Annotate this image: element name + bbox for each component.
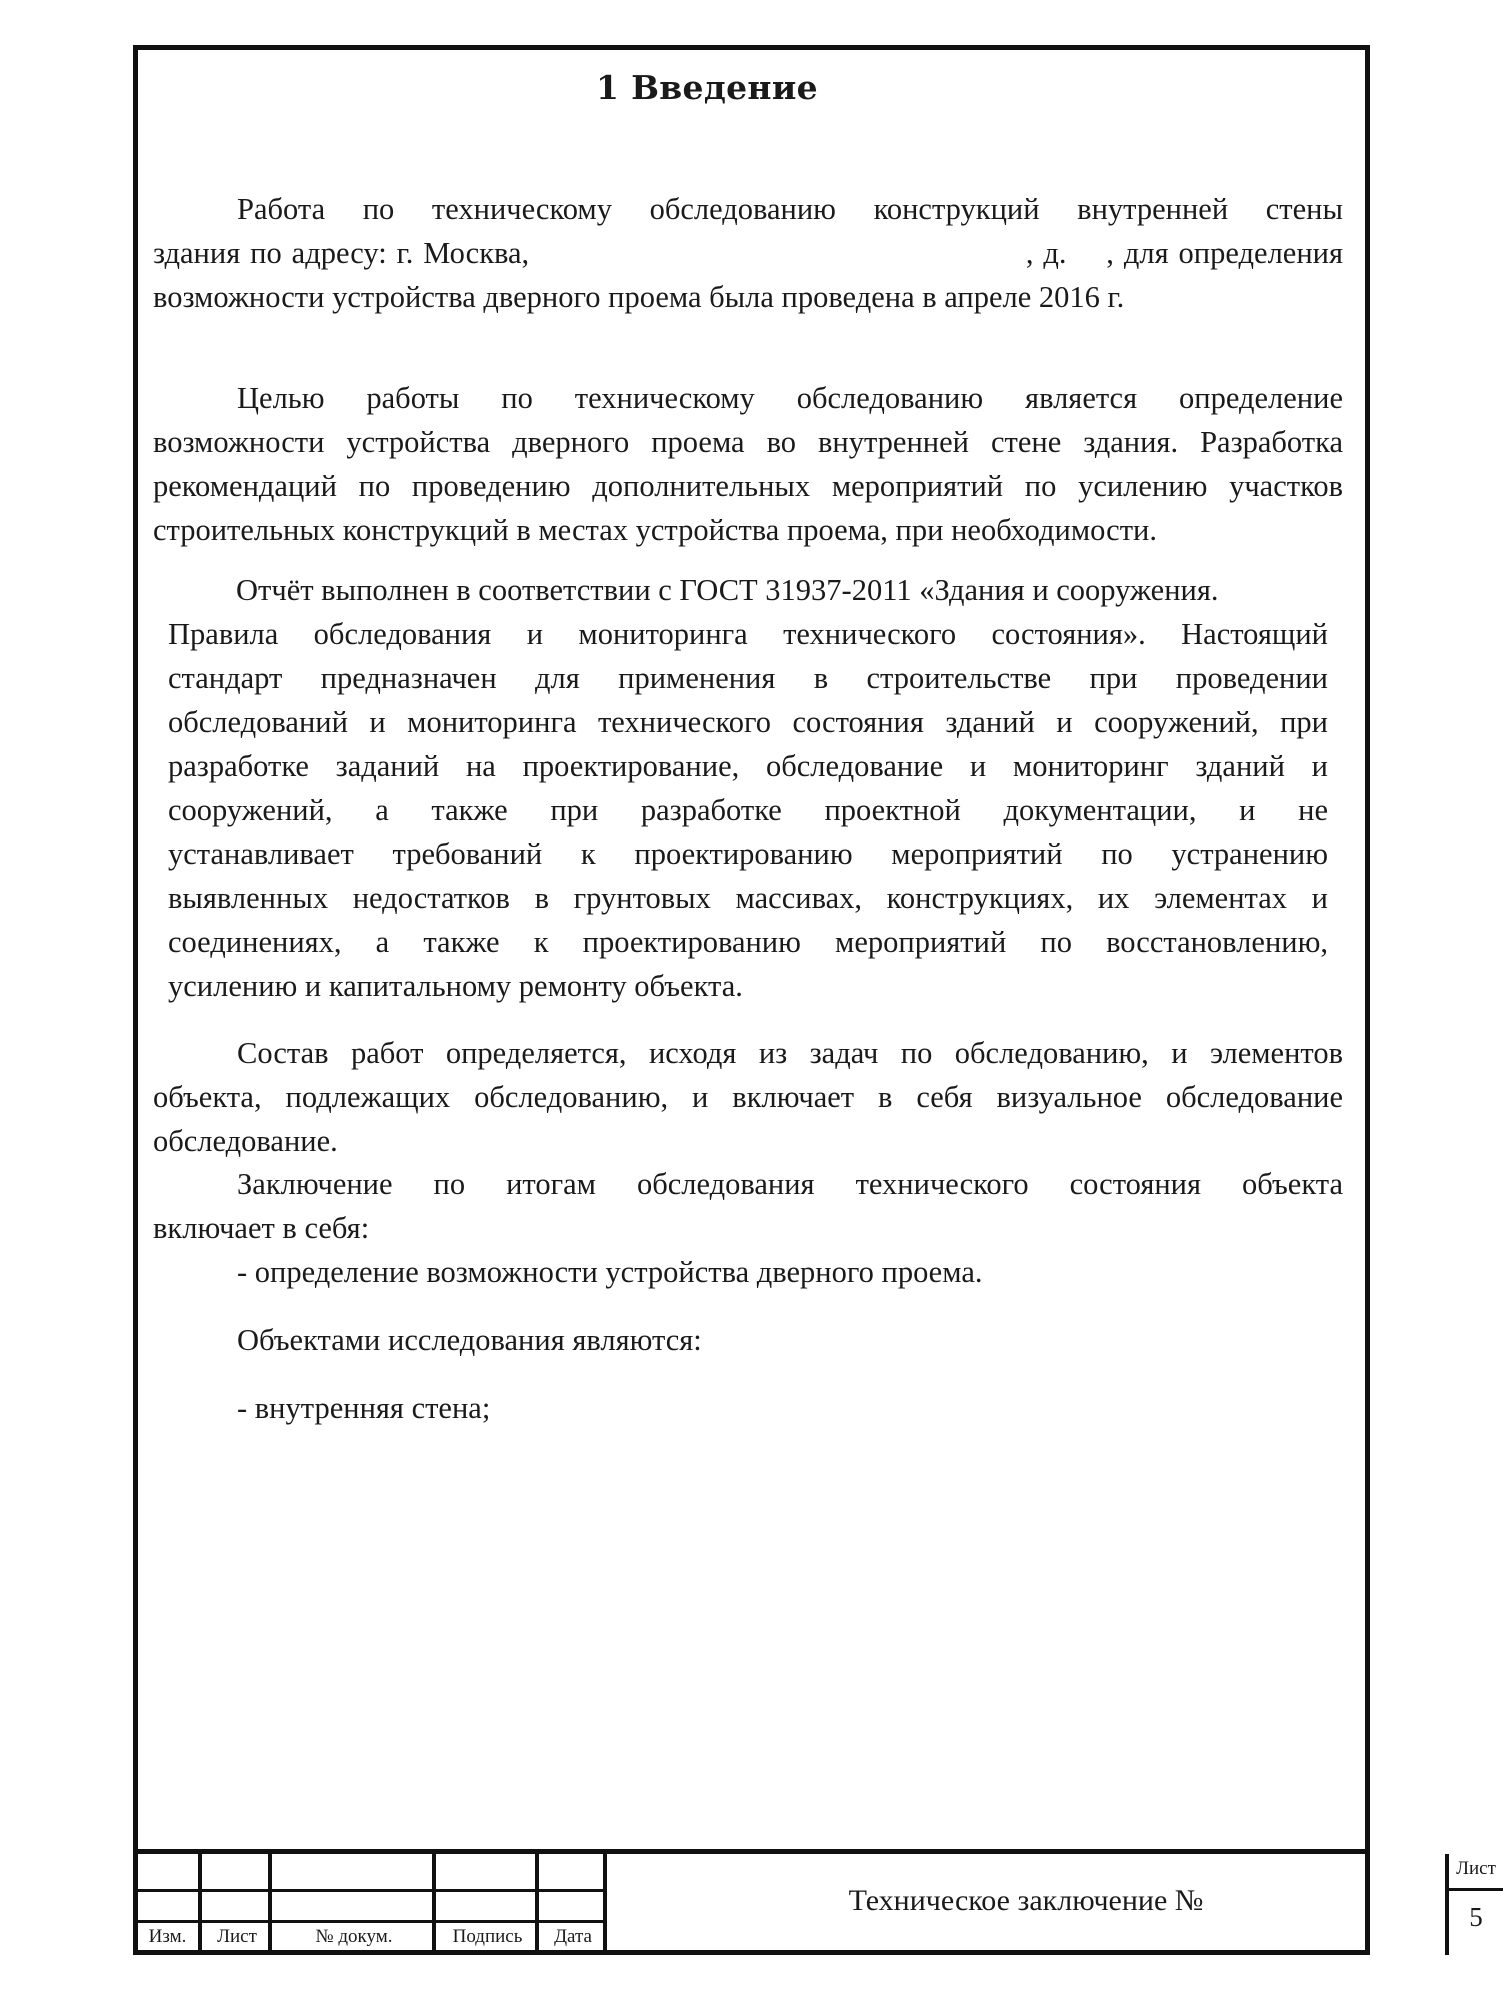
label-revision: Изм. [148, 1926, 187, 1947]
list-item-text: - внутренняя стена; [237, 1391, 491, 1425]
paragraph-goal [153, 376, 1343, 552]
sheet-label: Лист [1456, 1858, 1496, 1879]
document-title: Техническое заключение № [848, 1884, 1204, 1917]
paragraph-line: возможности устройства дверного проема была проведена в апреле 2016 г. [153, 280, 1125, 314]
label-document-number: № докум. [315, 1926, 393, 1947]
paragraph-line: здания по адресу: г. Москва, , д. , для определения [153, 236, 1343, 270]
paragraph-line: обследование. [153, 1124, 338, 1158]
paragraph-objects [237, 1318, 1337, 1362]
paragraph-line: Целью работы по техническому обследованию является определение [237, 381, 1343, 415]
paragraph-conclusion [153, 1162, 1343, 1250]
paragraph-line: Заключение по итогам обследования технического состояния объекта [237, 1167, 1343, 1201]
paragraph-line: стандарт предназначен для применения в строительстве при проведении [168, 661, 1328, 695]
paragraph-line: Отчёт выполнен в соответствии с ГОСТ 31937-2011 «Здания и сооружения. [236, 573, 1219, 607]
label-sheet: Лист [217, 1926, 257, 1947]
sheet-number: 5 [1469, 1902, 1483, 1932]
paragraph-standard [168, 568, 1328, 1008]
paragraph-line: сооружений, а также при разработке проектной документации, и не [168, 793, 1328, 827]
list-item-text: - определение возможности устройства дверного проема. [237, 1255, 983, 1289]
paragraph-line: рекомендаций по проведению дополнительных мероприятий по усилению участков [153, 469, 1343, 503]
paragraph-line: усилению и капитальному ремонту объекта. [168, 969, 743, 1003]
title-block [133, 1849, 1496, 1955]
grid-line [1449, 1888, 1503, 1891]
paragraph-line: соединениях, а также к проектированию мероприятий по восстановлению, [168, 925, 1328, 959]
paragraph-line: возможности устройства дверного проема во внутренней стене здания. Разработка [153, 425, 1343, 459]
paragraph-line: разработке заданий на проектирование, обследование и мониторинг зданий и [168, 749, 1328, 783]
paragraph-line: Объектами исследования являются: [237, 1323, 702, 1357]
list-item [237, 1386, 1337, 1430]
paragraph-line: Правила обследования и мониторинга технического состояния». Настоящий [168, 617, 1328, 651]
paragraph-intro [153, 187, 1343, 319]
list-item [237, 1250, 1337, 1294]
paragraph-line: включает в себя: [153, 1211, 370, 1245]
sheet-number-cell [1449, 1854, 1503, 1955]
paragraph-line: строительных конструкций в местах устройства проема, при необходимости. [153, 513, 1157, 547]
paragraph-line: Работа по техническому обследованию конструкций внутренней стены [237, 192, 1343, 226]
paragraph-line: устанавливает требований к проектированию мероприятий по устранению [168, 837, 1328, 871]
document-title-cell [607, 1854, 1449, 1955]
label-signature: Подпись [452, 1926, 523, 1947]
revision-grid [133, 1854, 607, 1955]
label-date: Дата [554, 1926, 592, 1947]
paragraph-line: выявленных недостатков в грунтовых массивах, конструкциях, их элементах и [168, 881, 1328, 915]
paragraph-line: объекта, подлежащих обследованию, и включает в себя визуальное обследование [153, 1080, 1343, 1114]
paragraph-line: Состав работ определяется, исходя из задач по обследованию, и элементов [237, 1036, 1343, 1070]
paragraph-line: обследований и мониторинга технического состояния зданий и сооружений, при [168, 705, 1328, 739]
section-heading: 1 Введение [596, 68, 818, 107]
paragraph-scope [153, 1031, 1343, 1163]
